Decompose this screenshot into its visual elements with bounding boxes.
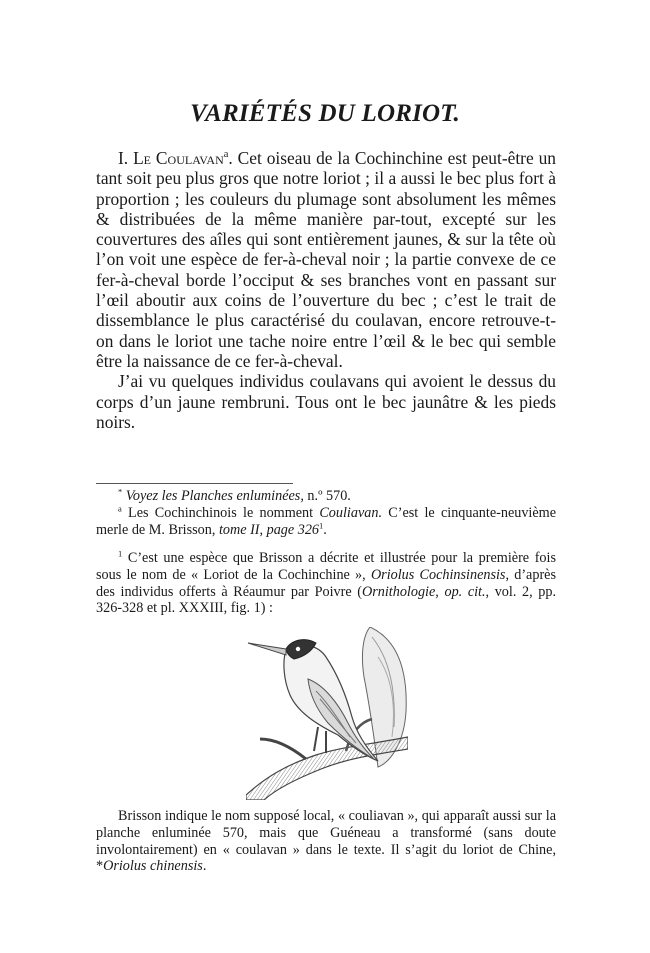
footnote-1b-text2: . (202, 858, 207, 875)
footnote-mark-a: a (118, 503, 122, 514)
footnote-1b-italic1: Oriolus chinensis (103, 858, 203, 875)
paragraph-1-text: . Cet oiseau de la Cochinchine est peut-être un tant soit peu plus gros que notre loriot ; il a aussi le bec plus fort à proportion ; les couleurs du plumage sont absolument les mêmes & distribuées de la même manière par-tout, excepté sur les couvertures des aîles qui sont entièrement jaunes, & sur la tête où l’on voit une espèce de fer-à-cheval noir ; la partie convexe de ce fer-à-cheval borde l’occiput & ses branches vont en passant sur l’œil aboutir aux coins de l’ouverture du bec ; c’est le trait de dissemblance le plus caractérisé du coulavan, encore retrouve-t-on dans le loriot une tache noire entre l’œil & le bec qui semble être la naissance de ce fer-à-cheval. (96, 148, 556, 371)
paragraph-1 (96, 148, 556, 371)
footnote-1-text1: C’est une espèce que Brisson a décrite et illustrée pour la première fois sous le nom de « Loriot de la Cochinchine », (96, 550, 556, 583)
para-number: I. (118, 148, 134, 168)
footnote-a-italic1: Couliavan. (319, 504, 383, 521)
footnote-1-italic2: Ornithologie (361, 583, 436, 600)
footnotes-author (96, 488, 556, 538)
footnote-star-italic: Voyez les Planches enluminées, (125, 488, 304, 504)
footnote-1-italic1: Oriolus Cochinsinensis (370, 566, 506, 583)
paragraph-2: J’ai vu quelques individus coulavans qui avoient le dessus du corps d’un jaune rembruni. Tous ont le bec jaunâtre & les pieds noirs. (96, 371, 556, 432)
page-title: VARIÉTÉS DU LORIOT. (190, 100, 460, 127)
footnote-ref-1[interactable]: 1 (319, 519, 324, 530)
footnote-a-text1: Les Cochinchinois le nomment (121, 504, 320, 521)
footnote-1-text2: , d’après des individus offerts à Réaumur par Poivre ( (96, 566, 556, 600)
footnote-1b (96, 808, 556, 875)
footnote-a-text2: C’est le cinquante-neuvième merle de M. Brisson, (96, 504, 556, 538)
footnote-mark-star: * (118, 486, 123, 497)
footnote-a-text3: . (323, 521, 327, 538)
footnote-a (96, 505, 556, 539)
footnote-1 (96, 550, 556, 617)
footnote-divider (96, 483, 293, 484)
oriole-illustration (246, 627, 408, 800)
footnote-1-text3: , (435, 583, 445, 600)
footnote-mark-1: 1 (118, 548, 123, 559)
species-name: Le Coulavan (133, 148, 224, 168)
footnote-ref-a[interactable]: a (223, 149, 229, 161)
footnote-1b-text1: Brisson indique le nom supposé local, « couliavan », qui apparaît aussi sur la planche enluminée 570, mais que Guéneau a transformé (sans doute involontairement) en « coulavan » dans le texte. Il s’agit du loriot de Chine, * (96, 808, 556, 875)
footnote-editor (96, 550, 556, 617)
footnote-star (96, 488, 556, 505)
main-text (96, 148, 556, 432)
footnote-a-italic2: tome II, page 326 (218, 521, 320, 538)
footnote-1-text4: , vol. 2, pp. 326-328 et pl. XXXIII, fig. 1) : (96, 583, 556, 617)
footnote-editor-continued (96, 808, 556, 875)
footnote-1-italic3: op. cit. (444, 583, 486, 600)
footnote-star-text: n.º 570. (303, 488, 351, 504)
